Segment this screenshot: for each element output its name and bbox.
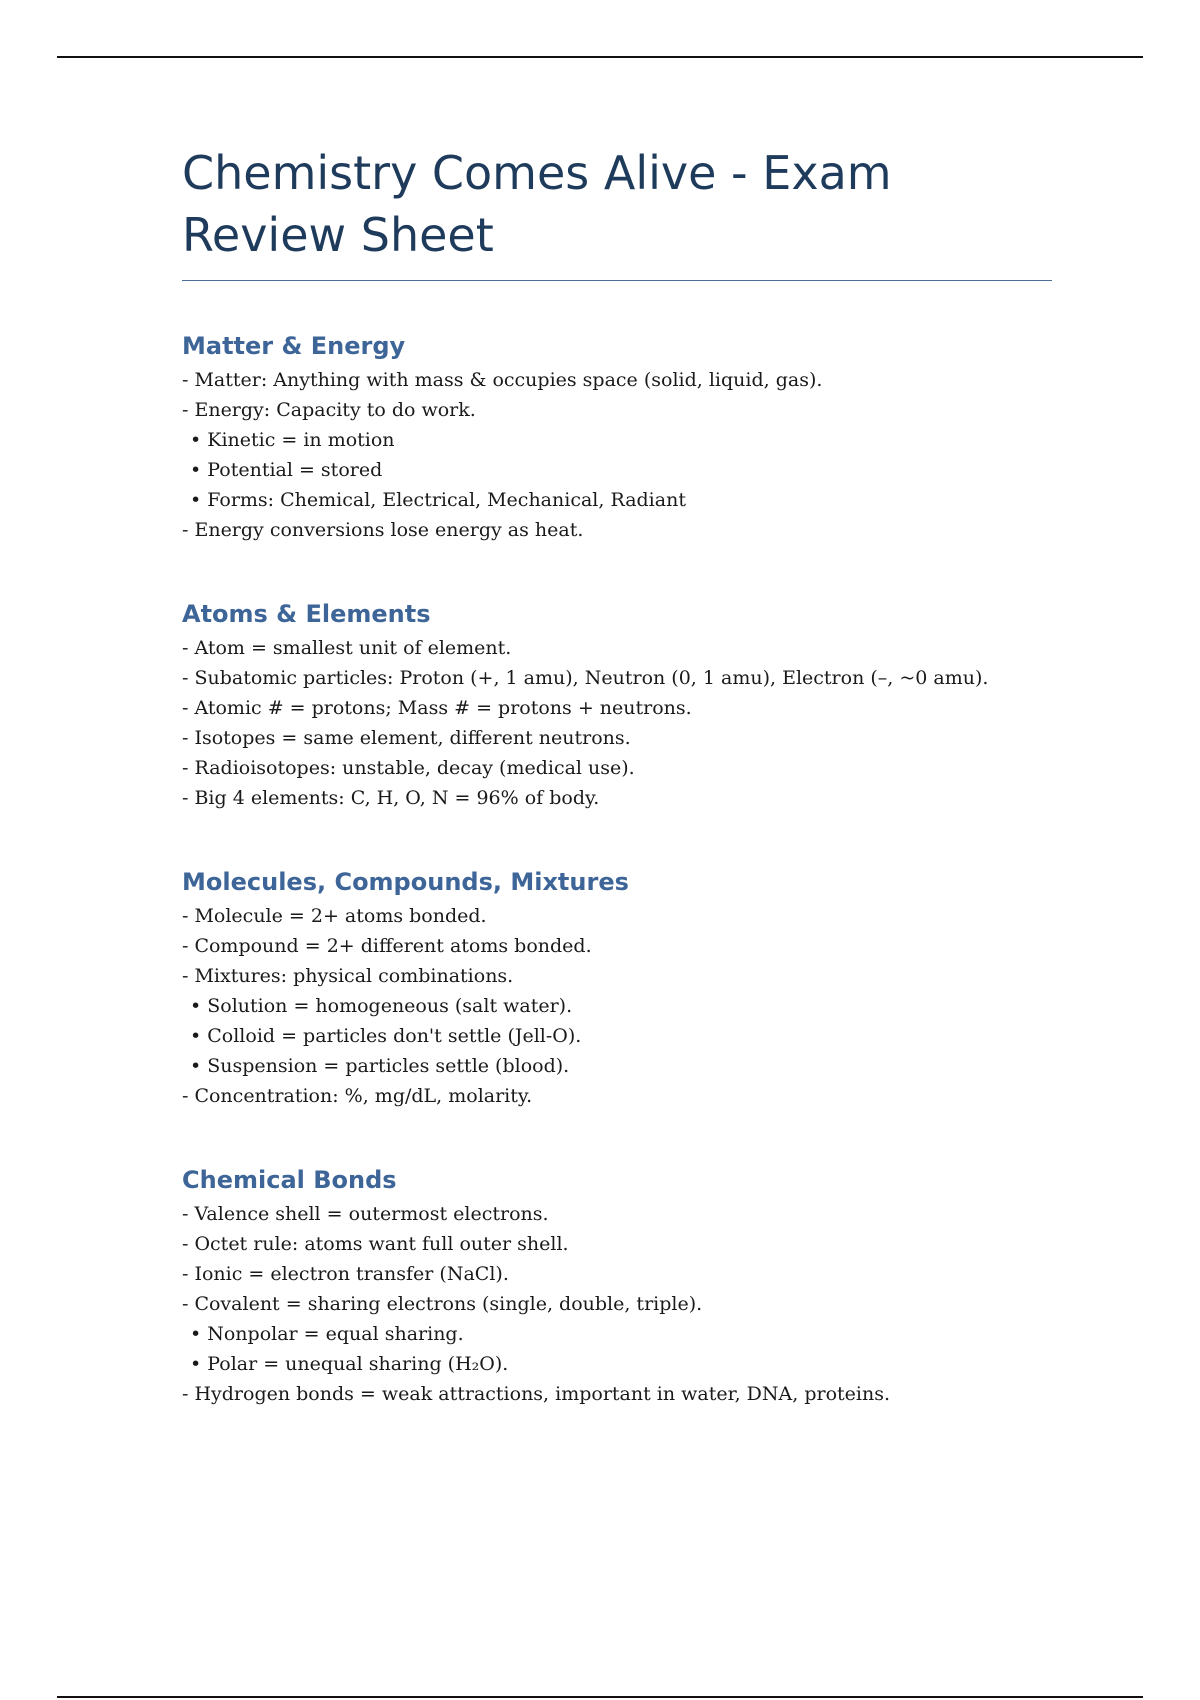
list-item: - Energy conversions lose energy as heat. [182,519,584,541]
list-subitem: • Solution = homogeneous (salt water). [190,995,573,1017]
list-item: - Concentration: %, mg/dL, molarity. [182,1085,533,1107]
list-item: - Covalent = sharing electrons (single, double, triple). [182,1293,703,1315]
section-item-list [182,365,1052,545]
section-atoms-elements [182,599,1052,813]
list-subitem: • Polar = unequal sharing (H₂O). [190,1353,509,1375]
list-item: - Big 4 elements: C, H, O, N = 96% of body. [182,787,600,809]
list-subitem: • Forms: Chemical, Electrical, Mechanical, Radiant [190,489,686,511]
list-item: - Isotopes = same element, different neutrons. [182,727,631,749]
section-heading: Matter & Energy [182,332,406,360]
list-item: - Octet rule: atoms want full outer shell. [182,1233,569,1255]
list-subitem: • Colloid = particles don't settle (Jell-O). [190,1025,582,1047]
section-heading: Chemical Bonds [182,1166,397,1194]
list-item: - Atomic # = protons; Mass # = protons + neutrons. [182,697,692,719]
section-heading: Atoms & Elements [182,600,431,628]
list-item: - Compound = 2+ different atoms bonded. [182,935,592,957]
list-item: - Radioisotopes: unstable, decay (medical use). [182,757,635,779]
section-molecules-compounds-mixtures [182,867,1052,1111]
document-body [182,142,1052,1409]
list-item: - Mixtures: physical combinations. [182,965,514,987]
list-subitem: • Potential = stored [190,459,383,481]
list-subitem: • Nonpolar = equal sharing. [190,1323,464,1345]
list-subitem: • Suspension = particles settle (blood). [190,1055,570,1077]
list-item: - Molecule = 2+ atoms bonded. [182,905,487,927]
list-subitem: • Kinetic = in motion [190,429,395,451]
section-chemical-bonds [182,1165,1052,1409]
list-item: - Subatomic particles: Proton (+, 1 amu), Neutron (0, 1 amu), Electron (–, ~0 amu). [182,667,989,689]
section-item-list [182,1199,1052,1409]
list-item: - Valence shell = outermost electrons. [182,1203,549,1225]
page-bottom-rule [57,1696,1143,1698]
section-item-list [182,633,1052,813]
list-item: - Ionic = electron transfer (NaCl). [182,1263,509,1285]
list-item: - Energy: Capacity to do work. [182,399,476,421]
document-title: Chemistry Comes Alive - Exam Review Sheet [182,142,1052,281]
section-item-list [182,901,1052,1111]
section-matter-energy [182,331,1052,545]
section-heading: Molecules, Compounds, Mixtures [182,868,629,896]
list-item: - Atom = smallest unit of element. [182,637,512,659]
list-item: - Hydrogen bonds = weak attractions, important in water, DNA, proteins. [182,1383,891,1405]
page-top-rule [57,56,1143,58]
list-item: - Matter: Anything with mass & occupies space (solid, liquid, gas). [182,369,823,391]
